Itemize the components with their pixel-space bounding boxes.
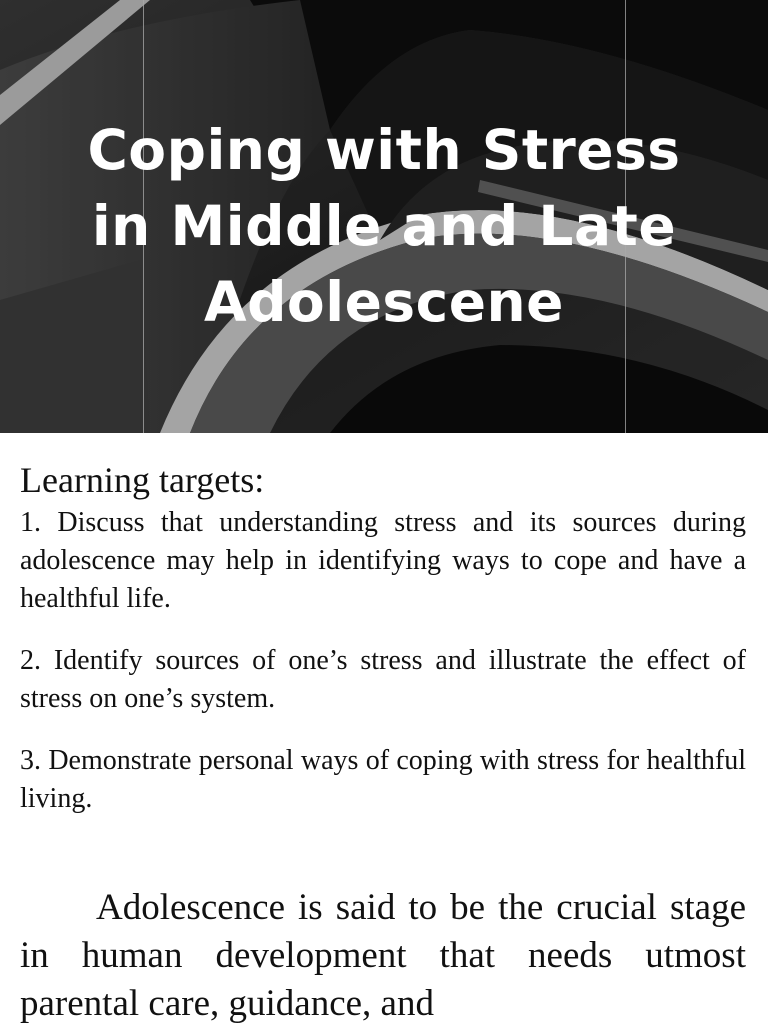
learning-target-item: 1. Discuss that understanding stress and its sources during adolescence may help in identifying ways to cope and have a healthful life. bbox=[20, 507, 746, 614]
title-line: in Middle and Late bbox=[91, 194, 677, 258]
intro-paragraph: Adolescence is said to be the crucial stage in human development that needs utmost parental care, guidance, and bbox=[20, 887, 746, 1024]
title-line: Adolescene bbox=[204, 270, 564, 334]
learning-target-item: 3. Demonstrate personal ways of coping with stress for healthful living. bbox=[20, 745, 746, 814]
learning-target-item: 2. Identify sources of one’s stress and illustrate the effect of stress on one’s system. bbox=[20, 645, 746, 714]
title-line: Coping with Stress bbox=[87, 118, 681, 182]
page-title bbox=[0, 112, 768, 340]
document-body bbox=[20, 456, 746, 1024]
learning-targets-heading: Learning targets: bbox=[20, 460, 265, 500]
hero-banner bbox=[0, 0, 768, 433]
